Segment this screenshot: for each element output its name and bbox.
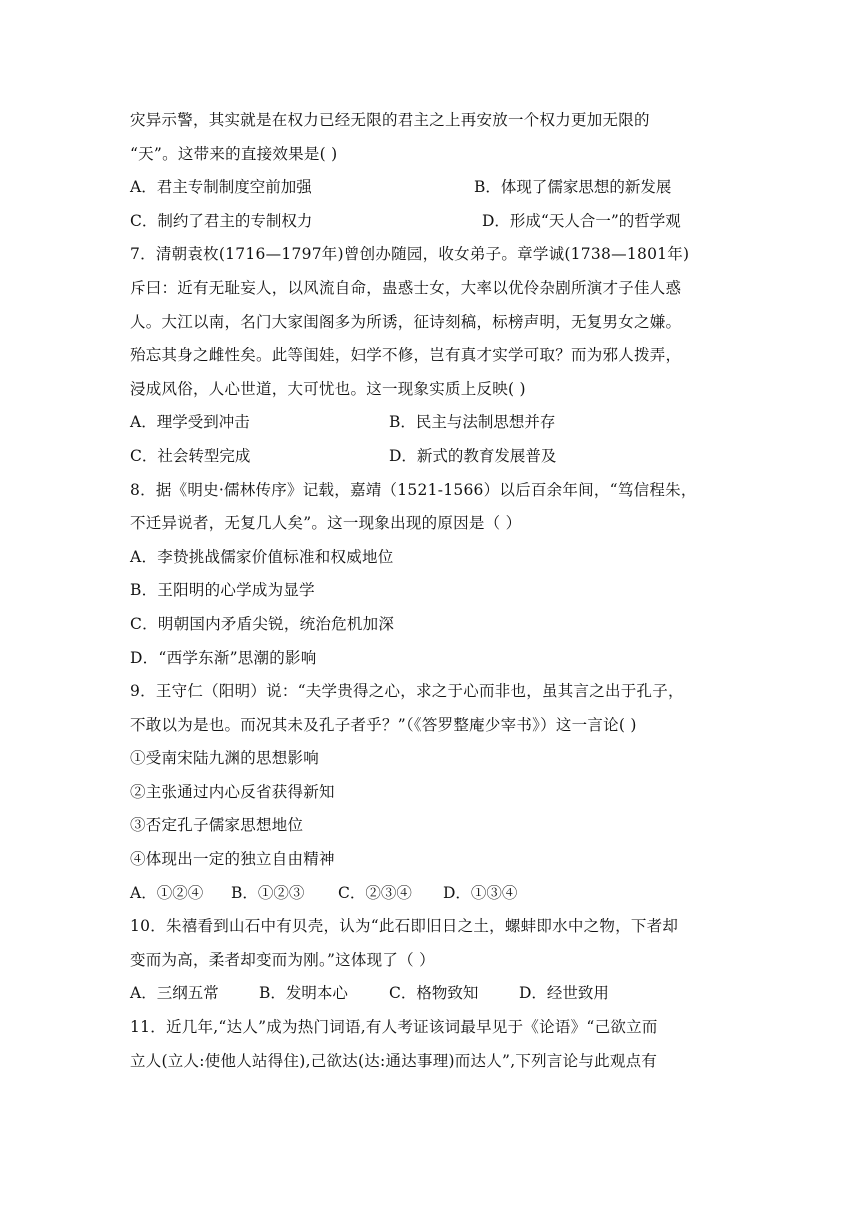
q11-stem-line-1: 11．近几年,“达人”成为热门词语,有人考证该词最早见于《论语》“己欲立而 <box>130 1018 658 1037</box>
q6-stem-line-2: “天”。这带来的直接效果是( ) <box>130 144 338 163</box>
q9-options-row <box>130 877 740 911</box>
q6-option-a: A．君主专制制度空前加强 <box>130 178 312 197</box>
q7-option-d: D．新式的教育发展普及 <box>389 446 557 465</box>
q9-statement-4: ④体现出一定的独立自由精神 <box>130 850 335 869</box>
q9-option-b: B．①②③ <box>231 883 305 902</box>
q9-stem-line-2: 不敢以为是也。而况其未及孔子者乎？”（《答罗整庵少宰书》）这一言论( ) <box>130 715 637 734</box>
q7-options-row-1 <box>130 406 740 440</box>
q7-option-b: B．民主与法制思想并存 <box>389 413 556 432</box>
q9-option-c: C．②③④ <box>338 883 412 902</box>
q7-stem-line-2: 斥曰：近有无耻妄人，以风流自命，蛊惑士女，大率以优伶杂剧所演才子佳人惑 <box>130 278 682 297</box>
q7-stem-line-4: 殆忘其身之雌性矣。此等闺娃，妇学不修，岂有真才实学可取？而为邪人拨弄， <box>130 346 682 365</box>
q7-stem-line-1: 7．清朝袁枚(1716—1797年)曾创办随园，收女弟子。章学诚(1738—1801年) <box>130 245 690 264</box>
q8-option-c: C．明朝国内矛盾尖锐，统治危机加深 <box>130 614 395 633</box>
q7-option-a: A．理学受到冲击 <box>130 413 250 432</box>
q10-option-c: C．格物致知 <box>389 984 479 1003</box>
q8-option-d: D．“西学东渐”思潮的影响 <box>130 648 317 667</box>
q11-stem-line-2: 立人(立人:使他人站得住),己欲达(达:通达事理)而达人”,下列言论与此观点有 <box>130 1051 658 1070</box>
q6-option-d: D．形成“天人合一”的哲学观 <box>482 211 681 230</box>
q10-option-d: D．经世致用 <box>519 984 609 1003</box>
q8-option-b: B．王阳明的心学成为显学 <box>130 581 315 600</box>
q10-option-b: B．发明本心 <box>259 984 348 1003</box>
document-page <box>130 104 740 1078</box>
q10-stem-line-2: 变而为高，柔者却变而为刚。”这体现了（ ） <box>130 950 435 969</box>
q6-options-row-2 <box>130 205 740 239</box>
q10-stem-line-1: 10．朱禧看到山石中有贝壳，认为“此石即旧日之土，螺蚌即水中之物，下者却 <box>130 917 679 936</box>
q9-stem-line-1: 9．王守仁（阳明）说：“夫学贵得之心，求之于心而非也，虽其言之出于孔子， <box>130 682 684 701</box>
q9-option-d: D．①③④ <box>443 883 518 902</box>
q8-stem-line-1: 8．据《明史·儒林传序》记载，嘉靖（1521-1566）以后百余年间，“笃信程朱， <box>130 480 697 499</box>
q7-options-row-2 <box>130 440 740 474</box>
q9-statement-2: ②主张通过内心反省获得新知 <box>130 782 335 801</box>
q9-option-a: A．①②④ <box>130 883 204 902</box>
q6-option-c: C．制约了君主的专制权力 <box>130 211 313 230</box>
q10-option-a: A．三纲五常 <box>130 984 219 1003</box>
q7-stem-line-5: 浸成风俗，人心世道，大可忧也。这一现象实质上反映( ) <box>130 379 526 398</box>
q9-statement-1: ①受南宋陆九渊的思想影响 <box>130 749 320 768</box>
q7-stem-line-3: 人。大江以南，名门大家闺阁多为所诱，征诗刻稿，标榜声明，无复男女之嫌。 <box>130 312 682 331</box>
q9-statement-3: ③否定孔子儒家思想地位 <box>130 816 304 835</box>
q7-option-c: C．社会转型完成 <box>130 446 251 465</box>
q6-option-b: B．体现了儒家思想的新发展 <box>474 178 672 197</box>
q6-options-row-1 <box>130 171 740 205</box>
q6-stem-line-1: 灾异示警，其实就是在权力已经无限的君主之上再安放一个权力更加无限的 <box>130 111 650 129</box>
q8-option-a: A．李贽挑战儒家价值标准和权威地位 <box>130 547 394 566</box>
q8-stem-line-2: 不迁异说者，无复几人矣”。这一现象出现的原因是（ ） <box>130 514 522 533</box>
q10-options-row <box>130 977 740 1011</box>
